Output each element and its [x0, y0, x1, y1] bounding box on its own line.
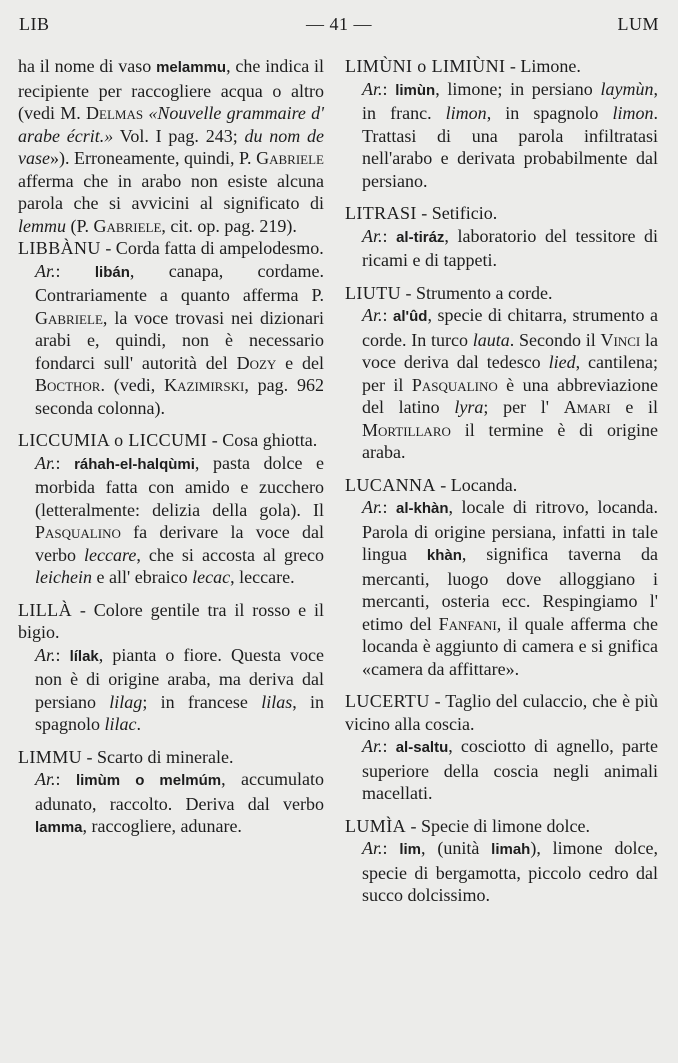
headword: LIMÙNI o LIMIÙNI — [345, 56, 506, 76]
entry-liutu: LIUTU - Strumento a corde. Ar.: al'ûd, specie di chitarra, strumento a corde. In turco lauta. Secondo il Vinci la voce deriva dal tedesco lied, cantilena; per il Pasqualino è una abbreviazione del latino lyra; per l' Amari e il Mortillaro il termine è di origine araba. — [345, 282, 659, 462]
entry-limmu: LIMMU - Scarto di minerale. Ar.: limùm o melmúm, accumulato adunato, raccolto. Deriva dal verbo lamma, raccogliere, adunare. — [18, 746, 324, 836]
headword: LIUTU — [345, 282, 401, 303]
headword: LITRASI — [345, 203, 417, 223]
entry-lumia: LUMÌA - Specie di limone dolce. Ar.: lim, (unità limah), limone dolce, specie di bergamotta, piccolo cedro dal succo dolcissimo. — [345, 815, 658, 905]
entry-litrasi: LITRASI - Setificio. Ar.: al-tiráz, laboratorio del tessitore di ricami e di tappeti. — [345, 203, 658, 270]
running-header — [19, 14, 659, 40]
entry-limuni: LIMÙNI o LIMIÙNI - Limone. Ar.: limùn, limone; in persiano laymùn, in franc. limon, in spagnolo limon. Trattasi di una parola infiltratasi nell'arabo e derivata probabilmente dal persiano. — [345, 56, 658, 191]
right-column — [345, 55, 658, 917]
entry-lilla: LILLÀ - Colore gentile tra il rosso e il bigio. Ar.: lílak, pianta o fiore. Questa voce non è di origine araba, ma deriva dal persiano lilag; in francese lilas, in spagnolo lilac. — [18, 599, 325, 734]
entry-liccumia: LICCUMIA o LICCUMI - Cosa ghiotta. Ar.: ráhah-el-halqùmi, pasta dolce e morbida fatta con amido e zucchero (letteralmente: delizia della gola). Il Pasqualino fa derivare la voce dal verbo leccare, che si accosta al greco leichein e all' ebraico lecac, leccare. — [18, 430, 325, 587]
headword: LUCANNA — [345, 474, 436, 495]
entry-lucanna: LUCANNA - Locanda. Ar.: al-khàn, locale di ritrovo, locanda. Parola di origine persiana, infatti in tale lingua khàn, significa taverna da mercanti, luogo dove alloggiano i mercanti, osteria ecc. Respingiamo l' etimo del Fanfani, il quale afferma che locanda è aggiunto di camera e si gnifica «camera da affittare». — [345, 474, 659, 679]
entry-lucertu: LUCERTU - Taglio del culaccio, che è più vicino alla coscia. Ar.: al-saltu, cosciotto di agnello, parte superiore della coscia negli animali macellati. — [345, 691, 658, 803]
headword: LUCERTU — [345, 691, 430, 711]
header-first-word: LIB — [19, 14, 50, 34]
page-number: — 41 — — [306, 14, 372, 34]
headword: LIMMU — [18, 746, 82, 767]
left-column — [18, 55, 324, 850]
headword: LICCUMIA o LICCUMI — [18, 430, 208, 450]
entry-lemmu-continuation: ha il nome di vaso melammu, che indica il recipiente per raccogliere acqua o altro (vedi M. Delmas «Nouvelle grammaire d' arabe écrit.» Vol. I pag. 243; du nom de vase»). Erroneamente, quindi, P. Gabriele afferma che in arabo non esiste alcuna parola che si avvicini al significato di lemmu (P. Gabriele, cit. op. pag. 219). — [18, 56, 325, 236]
headword: LILLÀ — [18, 599, 72, 620]
headword: LIBBÀNU — [18, 238, 101, 258]
headword: LUMÌA — [345, 815, 406, 836]
entry-libbanu: LIBBÀNU - Corda fatta di ampelodesmo. Ar.: libán, canapa, cordame. Contrariamente a quanto afferma P. Gabriele, la voce trovasi nei dizionari arabi e, quindi, non è necessario fondarci sull' autorità del Dozy e del Bocthor. (vedi, Kazimirski, pag. 962 seconda colonna). — [18, 238, 324, 418]
header-last-word: LUM — [617, 14, 659, 34]
